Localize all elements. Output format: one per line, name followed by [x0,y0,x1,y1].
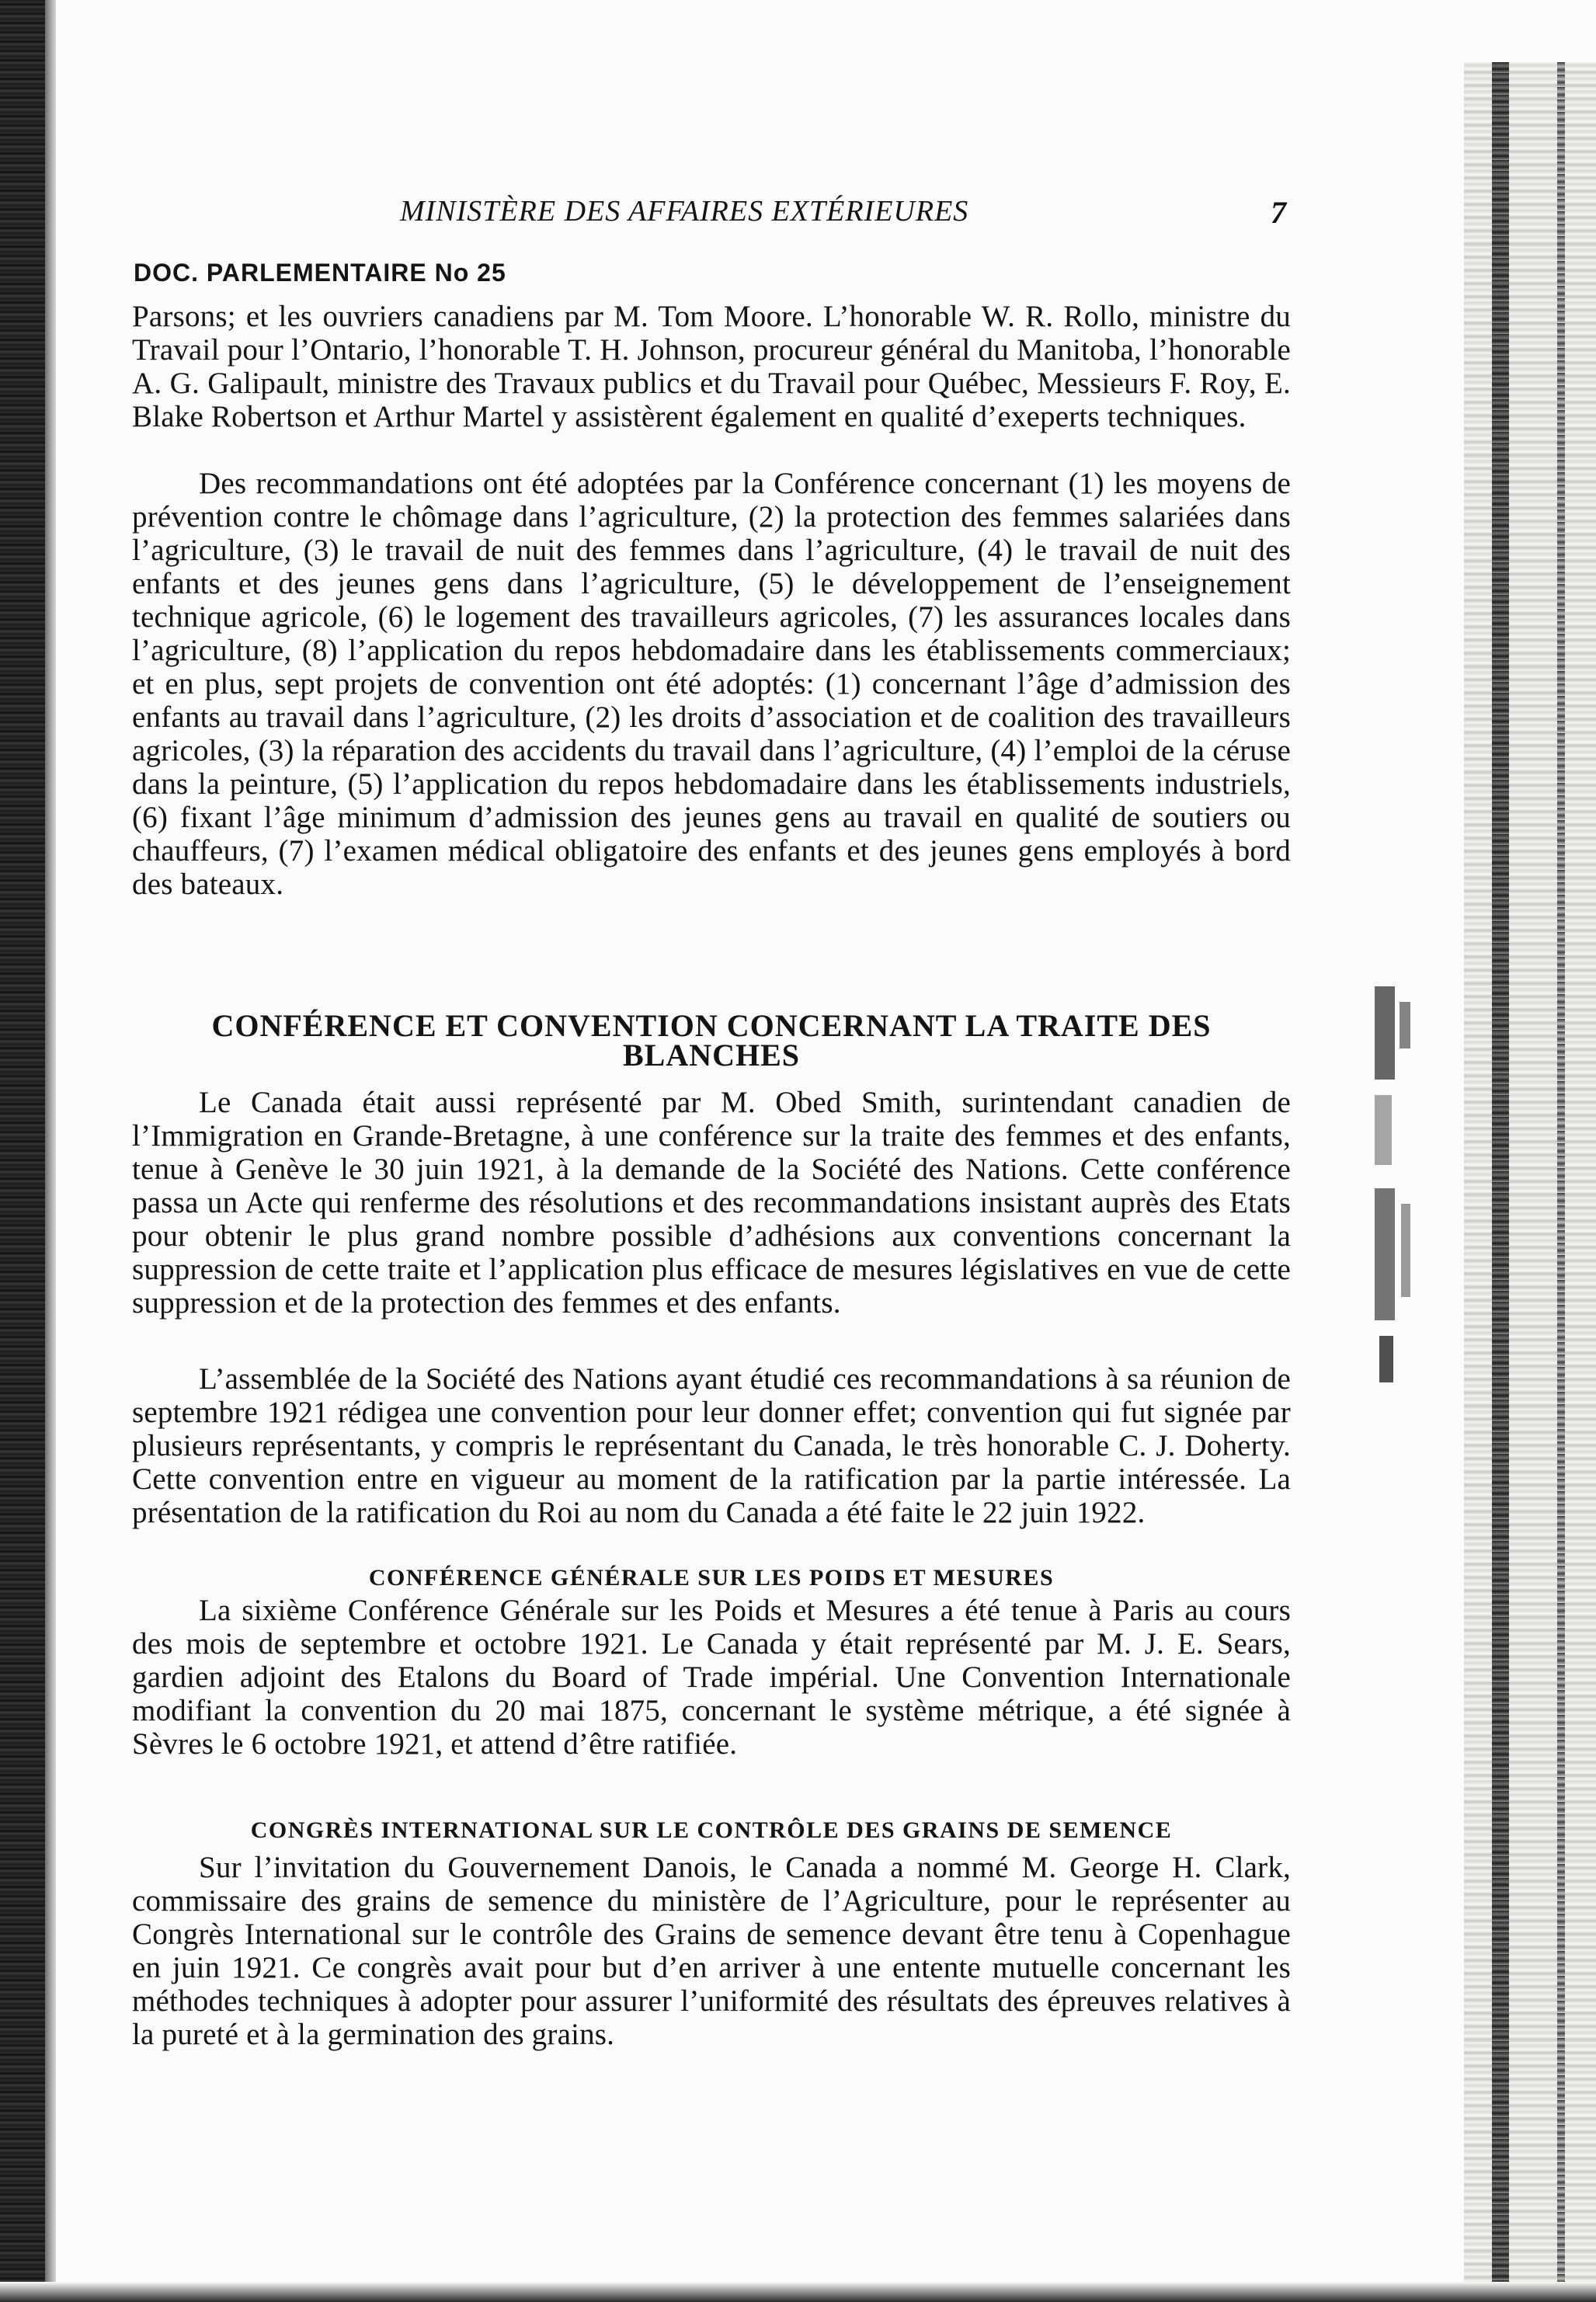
left-page-shadow [45,0,56,2302]
right-binding-stripe [1557,62,1565,2302]
right-binding-shadow [1492,62,1509,2302]
running-head: MINISTÈRE DES AFFAIRES EXTÉRIEURES [400,195,969,228]
subheading-poids-mesures: CONFÉRENCE GÉNÉRALE SUR LES POIDS ET MESURES [368,1565,1055,1591]
page-number: 7 [1271,195,1286,230]
margin-stamp-mark [1351,971,1445,1406]
paragraph-experts: Parsons; et les ouvriers canadiens par M. Tom Moore. L’honorable W. R. Rollo, ministre du Travail pour l’Ontario, l’honorable T. H. Johnson, procureur général du Manitoba, l’honorable A. G. Galipault, ministre des Travaux publics et du Travail pour Québec, Messieurs F. Roy, E. Blake Robertson et Arthur Martel y assistèrent également en qualité d’exeperts techniques. [132,300,1291,433]
paragraph-grains-semence: Sur l’invitation du Gouvernement Danois, le Canada a nommé M. George H. Clark, commissaire des grains de semence du ministère de l’Agriculture, pour le représenter au Congrès International sur le contrôle des Grains de semence devant être tenu à Copenhague en juin 1921. Ce congrès avait pour but d’en arriver à une entente mutuelle concernant les méthodes techniques à adopter pour assurer l’uniformité des résultats des épreuves relatives à la pureté et à la germination des grains. [132,1851,1291,2051]
paragraph-obed-smith: Le Canada était aussi représenté par M. Obed Smith, surintendant canadien de l’Immigration en Grande-Bretagne, à une conférence sur la traite des femmes et des enfants, tenue à Genève le 30 juin 1921, à la demande de la Société des Nations. Cette conférence passa un Acte qui renferme des résolutions et des recommandations insistant auprès des Etats pour obtenir le plus grand nombre possible d’adhésions aux conventions concernant la suppression de cette traite et l’application plus efficace de mesures législatives en vue de cette suppression et de la protection des femmes et des enfants. [132,1086,1291,1320]
paragraph-poids-mesures: La sixième Conférence Générale sur les Poids et Mesures a été tenue à Paris au cours des mois de septembre et octobre 1921. Le Canada y était représenté par M. J. E. Sears, gardien adjoint des Etalons du Board of Trade impérial. Une Convention Internationale modifiant la convention du 20 mai 1875, concernant le système métrique, a été signée à Sèvres le 6 octobre 1921, et attend d’être ratifiée. [132,1594,1291,1761]
document-label: DOC. PARLEMENTAIRE No 25 [134,259,506,287]
section-title-traite: CONFÉRENCE ET CONVENTION CONCERNANT LA TRAITE DES BLANCHES [211,1008,1212,1073]
right-binding-edge [1464,62,1596,2302]
bottom-page-edge [0,2282,1596,2302]
left-binding-edge [0,0,45,2302]
paragraph-assemblee: L’assemblée de la Société des Nations ayant étudié ces recommandations à sa réunion de septembre 1921 rédigea une convention pour leur donner effet; convention qui fut signée par plusieurs représentants, y compris le représentant du Canada, le très honorable C. J. Doherty. Cette convention entre en vigueur au moment de la ratification par la partie intéressée. La présentation de la ratification du Roi au nom du Canada a été faite le 22 juin 1922. [132,1362,1291,1529]
paragraph-recommandations: Des recommandations ont été adoptées par la Conférence concernant (1) les moyens de prévention contre le chômage dans l’agriculture, (2) la protection des femmes salariées dans l’agriculture, (3) le travail de nuit des femmes dans l’agriculture, (4) le travail de nuit des enfants et des jeunes gens dans l’agriculture, (5) le développement de l’enseignement technique agricole, (6) le logement des travailleurs agricoles, (7) les assurances locales dans l’agriculture, (8) l’application du repos hebdomadaire dans les établissements commerciaux; et en plus, sept projets de convention ont été adoptés: (1) concernant l’âge d’admission des enfants au travail dans l’agriculture, (2) les droits d’association et de coalition des travailleurs agricoles, (3) la réparation des accidents du travail dans l’agriculture, (4) l’emploi de la céruse dans la peinture, (5) l’application du repos hebdomadaire dans les établissements industriels, (6) fixant l’âge minimum d’admission des jeunes gens au travail en qualité de soutiers ou chauffeurs, (7) l’examen médical obligatoire des enfants et des jeunes gens employés à bord des bateaux. [132,467,1291,901]
subheading-grains-semence: CONGRÈS INTERNATIONAL SUR LE CONTRÔLE DES GRAINS DE SEMENCE [250,1817,1173,1843]
